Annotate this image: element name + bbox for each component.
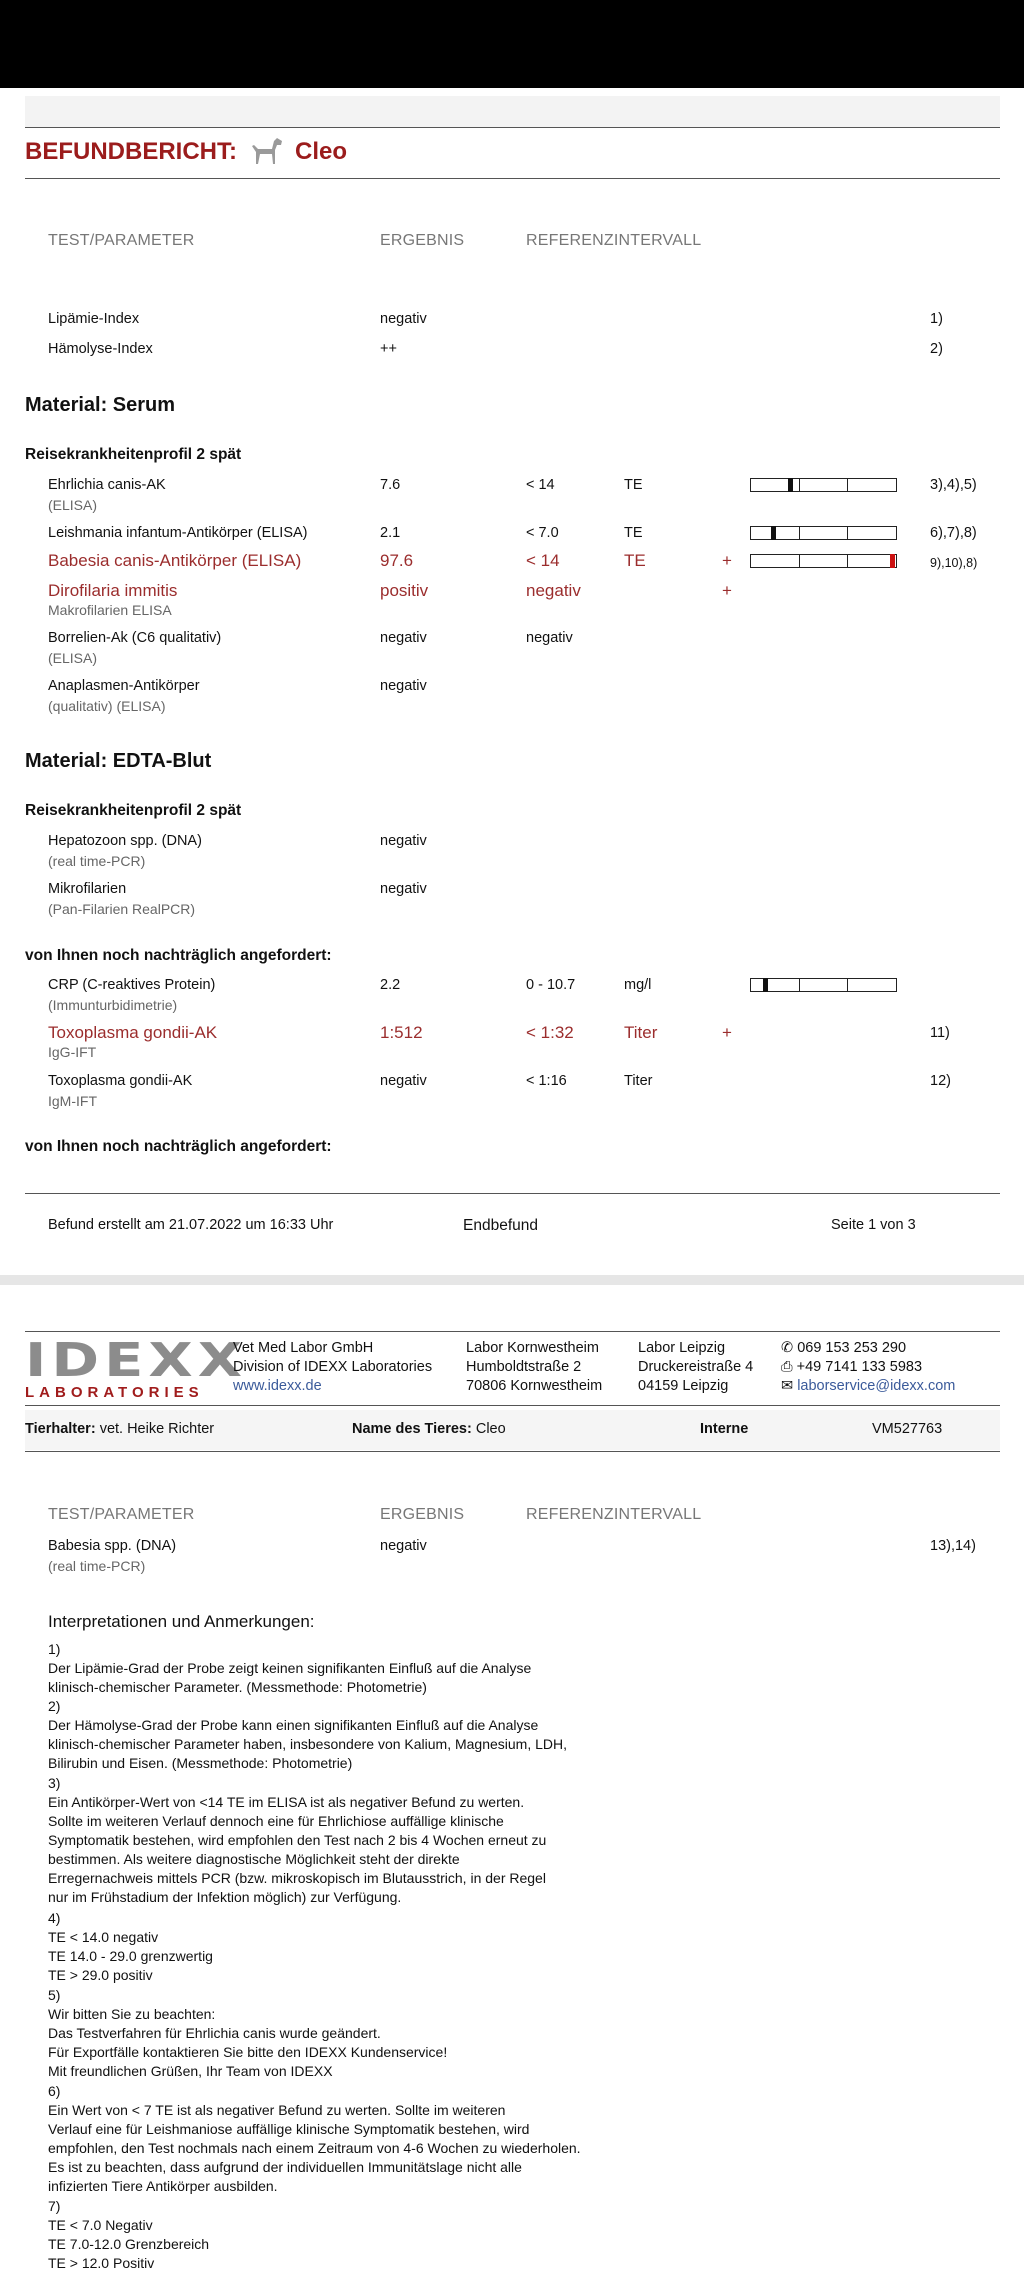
row-method: (Immunturbidimetrie) — [48, 997, 178, 1013]
row-flag: + — [722, 581, 732, 600]
row-ref: 0 - 10.7 — [526, 977, 576, 993]
note-5: 5) Wir bitten Sie zu beachten: Das Testverfahren für Ehrlichia canis wurde geändert. Für Exportfälle kontaktieren Sie bitte den IDEXX Kundenservice! Mit freundlichen Grüßen, Ihr Team von IDEXX — [48, 1987, 448, 2079]
contact-email — [781, 1378, 955, 1395]
row-ref: < 14 — [526, 477, 555, 493]
petname-label: Name des Tieres: — [352, 1421, 472, 1437]
contact-fax — [781, 1359, 922, 1376]
row-method: (qualitativ) (ELISA) — [48, 698, 166, 714]
col-test: TEST/PARAMETER — [48, 1506, 195, 1523]
note-3: 3) Ein Antikörper-Wert von <14 TE im ELISA ist als negativer Befund zu werten. Sollte im weiteren Verlauf dennoch eine für Ehrlichiose auffällige klinische Symptomatik bestehen, wird empfohlen den Test nach 2 bis 4 Wochen erneut zu bestimmen. Als weitere diagnostische Möglichkeit steht der direkte Erregernachweis mittels PCR (bzw. mikroskopisch im Blutausstrich, in der Regel nur im Frühstadium der Infektion möglich) zur Verfügung. — [48, 1775, 547, 1905]
row-ref: < 1:32 — [526, 1023, 574, 1042]
email-link[interactable]: laborservice@idexx.com — [797, 1378, 956, 1394]
note-7: 7) TE < 7.0 Negativ TE 7.0-12.0 Grenzbereich TE > 12.0 Positiv — [48, 2198, 210, 2271]
row-note: 3),4),5) — [930, 477, 977, 493]
row-result: negativ — [380, 881, 427, 897]
pet-name: Cleo — [295, 138, 348, 165]
row-note: 9),10),8) — [930, 556, 978, 570]
row-note: 6),7),8) — [930, 525, 977, 541]
phone-number: 069 153 253 290 — [797, 1340, 907, 1356]
row-result: 2.2 — [380, 977, 401, 993]
range-bar — [750, 978, 897, 992]
petname-info — [352, 1421, 506, 1438]
row-result: negativ — [380, 1073, 427, 1089]
lab2-street: Druckereistraße 4 — [638, 1359, 754, 1375]
owner-info — [25, 1421, 214, 1438]
row-note: 1) — [930, 311, 943, 327]
row-ref: < 7.0 — [526, 525, 559, 541]
note-1: 1) Der Lipämie-Grad der Probe zeigt keinen signifikanten Einfluß auf die Analyse klinisch-chemischer Parameter. (Messmethode: Photometrie) — [48, 1641, 532, 1695]
row-unit: Titer — [624, 1073, 653, 1089]
row-note: 12) — [930, 1073, 951, 1089]
fax-number: +49 7141 133 5983 — [796, 1359, 923, 1375]
report-title — [25, 136, 347, 168]
col-ref: REFERENZINTERVALL — [526, 232, 702, 249]
owner-label: Tierhalter: — [25, 1421, 96, 1437]
row-result: negativ — [380, 1538, 427, 1554]
row-method: IgM-IFT — [48, 1093, 97, 1109]
row-unit: Titer — [624, 1023, 658, 1042]
row-unit: TE — [624, 551, 646, 570]
row-ref: < 14 — [526, 551, 560, 570]
lab2-name: Labor Leipzig — [638, 1340, 726, 1356]
row-ref: < 1:16 — [526, 1073, 567, 1089]
row-method: Makrofilarien ELISA — [48, 602, 172, 618]
logo-main: IDEXX — [25, 1333, 248, 1387]
row-name: Babesia spp. (DNA) — [48, 1538, 177, 1554]
row-method: (Pan-Filarien RealPCR) — [48, 901, 196, 917]
range-bar — [750, 554, 897, 568]
row-method: (ELISA) — [48, 650, 98, 666]
row-result: 2.1 — [380, 525, 401, 541]
row-name: Hämolyse-Index — [48, 341, 153, 357]
company-website-link[interactable]: www.idexx.de — [233, 1378, 322, 1394]
range-marker-alert — [890, 554, 895, 568]
row-result: negativ — [380, 311, 427, 327]
range-marker — [771, 526, 776, 540]
phone-icon: ✆ — [781, 1340, 794, 1356]
dog-icon — [247, 136, 285, 168]
row-note: 11) — [930, 1025, 950, 1041]
col-result: ERGEBNIS — [380, 232, 465, 249]
row-unit: mg/l — [624, 977, 652, 993]
internal-value: VM527763 — [872, 1421, 943, 1437]
footer-page: Seite 1 von 3 — [831, 1217, 916, 1233]
range-marker — [788, 478, 793, 492]
lab1-city: 70806 Kornwestheim — [466, 1378, 603, 1394]
row-name: Hepatozoon spp. (DNA) — [48, 833, 202, 849]
range-marker — [763, 978, 768, 992]
range-bar — [750, 478, 897, 492]
col-test: TEST/PARAMETER — [48, 232, 195, 249]
row-ref: negativ — [526, 581, 581, 600]
divider — [25, 178, 1000, 179]
row-result: 7.6 — [380, 477, 401, 493]
fax-icon: ⎙ — [781, 1359, 793, 1375]
row-name: Anaplasmen-Antikörper — [48, 678, 200, 694]
row-name: Borrelien-Ak (C6 qualitativ) — [48, 630, 222, 646]
row-result: positiv — [380, 581, 429, 600]
mail-icon: ✉ — [781, 1378, 794, 1394]
row-method: (real time-PCR) — [48, 1558, 146, 1574]
divider — [25, 1193, 1000, 1194]
interp-title: Interpretationen und Anmerkungen: — [48, 1612, 315, 1631]
logo-sub: LABORATORIES — [25, 1384, 204, 1401]
note-6: 6) Ein Wert von < 7 TE ist als negativer Befund zu werten. Sollte im weiteren Verlauf eine für Leishmaniose auffällige klinische Symptomatik bestehen, wird empfohlen, den Test nochmals nach einem Zeitraum von 4-6 Wochen zu wiederholen. Es ist zu beachten, dass aufgrund der individuellen Immunitätslage nicht alle infizierten Tiere Antikörper ausbilden. — [48, 2083, 581, 2194]
section-material-serum: Material: Serum — [25, 394, 176, 416]
lab1-name: Labor Kornwestheim — [466, 1340, 599, 1356]
idexx-logo — [25, 1333, 248, 1401]
company-division: Division of IDEXX Laboratories — [233, 1359, 433, 1375]
row-name: Mikrofilarien — [48, 881, 127, 897]
note-2: 2) Der Hämolyse-Grad der Probe kann einen signifikanten Einfluß auf die Analyse klinisch-chemischer Parameter haben, insbesondere von Kalium, Magnesium, LDH, Bilirubin und Eisen. (Messmethode: Photometrie) — [48, 1698, 568, 1771]
row-name: CRP (C-reaktives Protein) — [48, 977, 216, 993]
lab2-city: 04159 Leipzig — [638, 1378, 729, 1394]
row-note: 13),14) — [930, 1538, 976, 1554]
section-later: von Ihnen noch nachträglich angefordert: — [25, 947, 332, 964]
row-result: 1:512 — [380, 1023, 423, 1042]
top-black-bar — [0, 0, 1024, 88]
owner-value: vet. Heike Richter — [99, 1421, 215, 1437]
row-result: negativ — [380, 630, 427, 646]
row-result: negativ — [380, 678, 427, 694]
divider — [25, 1331, 1000, 1332]
internal-label: Interne — [700, 1421, 749, 1437]
row-result: negativ — [380, 833, 427, 849]
row-method: (real time-PCR) — [48, 853, 146, 869]
section-later: von Ihnen noch nachträglich angefordert: — [25, 1138, 332, 1155]
divider — [25, 1405, 1000, 1406]
row-name: Lipämie-Index — [48, 311, 140, 327]
section-material-edta: Material: EDTA-Blut — [25, 750, 212, 772]
note-4: 4) TE < 14.0 negativ TE 14.0 - 29.0 grenzwertig TE > 29.0 positiv — [48, 1910, 213, 1983]
contact-phone — [781, 1340, 906, 1357]
row-ref: negativ — [526, 630, 573, 646]
footer-status: Endbefund — [463, 1217, 538, 1234]
row-method: IgG-IFT — [48, 1044, 97, 1060]
company-name: Vet Med Labor GmbH — [233, 1340, 374, 1356]
row-flag: + — [722, 551, 732, 570]
row-flag: + — [722, 1023, 732, 1042]
row-name: Toxoplasma gondii-AK — [48, 1023, 218, 1042]
row-note: 2) — [930, 341, 943, 357]
page-separator — [0, 1275, 1024, 1285]
row-result: 97.6 — [380, 551, 414, 570]
col-ref: REFERENZINTERVALL — [526, 1506, 702, 1523]
divider — [25, 1451, 1000, 1452]
row-name: Toxoplasma gondii-AK — [48, 1073, 193, 1089]
col-result: ERGEBNIS — [380, 1506, 465, 1523]
petname-value: Cleo — [475, 1421, 506, 1437]
row-result: ++ — [380, 341, 397, 357]
header-strip — [25, 96, 1000, 128]
row-name: Dirofilaria immitis — [48, 581, 178, 600]
lab1-street: Humboldtstraße 2 — [466, 1359, 582, 1375]
divider — [25, 127, 1000, 128]
row-method: (ELISA) — [48, 497, 98, 513]
range-bar — [750, 526, 897, 540]
report-title-text: BEFUNDBERICHT: — [25, 138, 237, 165]
footer-created: Befund erstellt am 21.07.2022 um 16:33 Uhr — [48, 1217, 334, 1233]
row-name: Babesia canis-Antikörper (ELISA) — [48, 551, 302, 570]
row-unit: TE — [624, 477, 643, 493]
row-name: Ehrlichia canis-AK — [48, 477, 166, 493]
row-name: Leishmania infantum-Antikörper (ELISA) — [48, 525, 308, 541]
section-profile: Reisekrankheitenprofil 2 spät — [25, 802, 242, 819]
section-profile: Reisekrankheitenprofil 2 spät — [25, 446, 242, 463]
row-unit: TE — [624, 525, 643, 541]
